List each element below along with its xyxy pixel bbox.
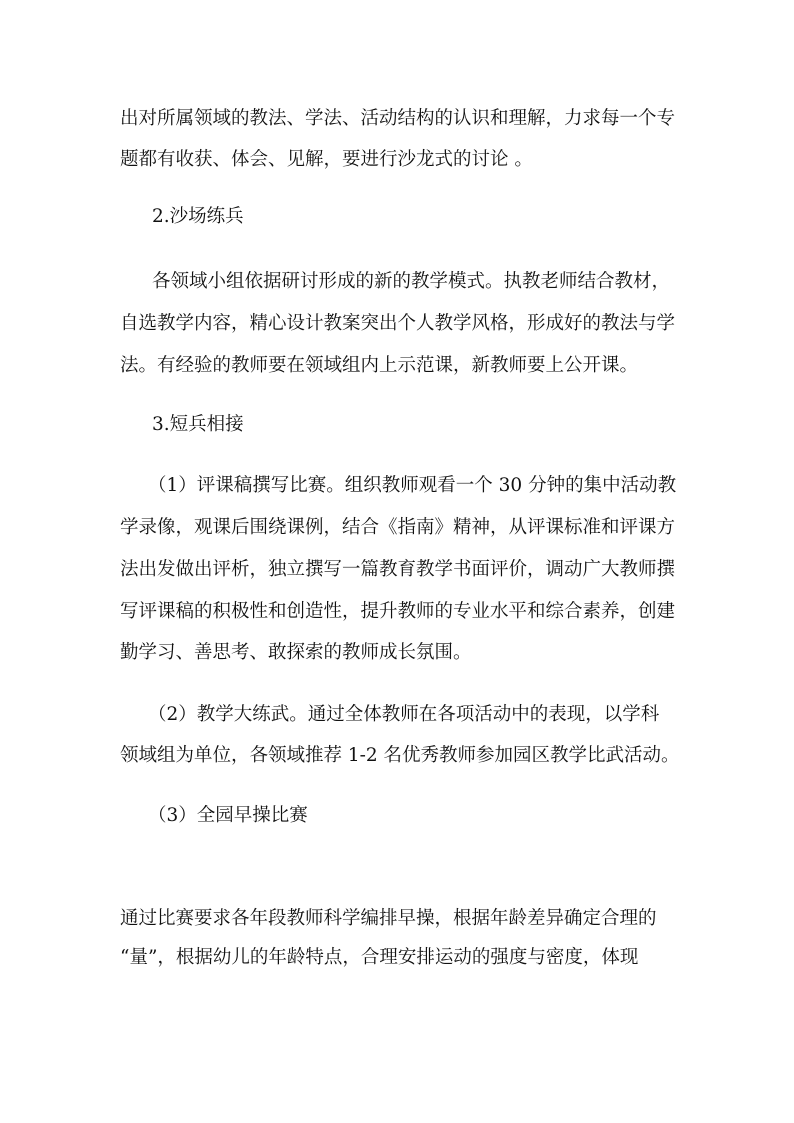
paragraph-line-6: （1）评课稿撰写比赛。组织教师观看一个 30 分钟的集中活动教: [148, 475, 677, 496]
paragraph-line-12: 领域组为单位，各领域推荐 1-2 名优秀教师参加园区教学比武活动。: [120, 745, 680, 766]
paragraph-line-14: “量”，根据幼儿的年龄特点，合理安排运动的强度与密度，体现: [120, 947, 639, 968]
paragraph-line-5: 法。有经验的教师要在领域组内上示范课，新教师要上公开课。: [120, 355, 639, 376]
section-heading-3: 3.短兵相接: [152, 414, 244, 435]
subheading-3: （3）全园早操比赛: [148, 805, 308, 826]
paragraph-line-9: 写评课稿的积极性和创造性，提升教师的专业水平和综合素养，创建: [120, 601, 676, 622]
paragraph-line-11: （2）教学大练武。通过全体教师在各项活动中的表现，以学科: [148, 704, 660, 725]
paragraph-line-4: 自选教学内容，精心设计教案突出个人教学风格，形成好的教法与学: [120, 313, 676, 334]
paragraph-line-1: 出对所属领域的教法、学法、活动结构的认识和理解，力求每一个专: [120, 108, 676, 129]
paragraph-line-3: 各领域小组依据研讨形成的新的教学模式。执教老师结合教材，: [152, 271, 671, 292]
section-heading-2: 2.沙场练兵: [152, 206, 244, 227]
paragraph-line-8: 法出发做出评析，独立撰写一篇教育教学书面评价，调动广大教师撰: [120, 559, 676, 580]
paragraph-line-2: 题都有收获、体会、见解，要进行沙龙式的讨论 。: [120, 149, 533, 170]
paragraph-line-13: 通过比赛要求各年段教师科学编排早操，根据年龄差异确定合理的: [120, 908, 657, 929]
paragraph-line-7: 学录像，观课后围绕课例，结合《指南》精神，从评课标准和评课方: [120, 517, 676, 538]
paragraph-line-10: 勤学习、善思考、敢探索的教师成长氛围。: [120, 642, 472, 663]
